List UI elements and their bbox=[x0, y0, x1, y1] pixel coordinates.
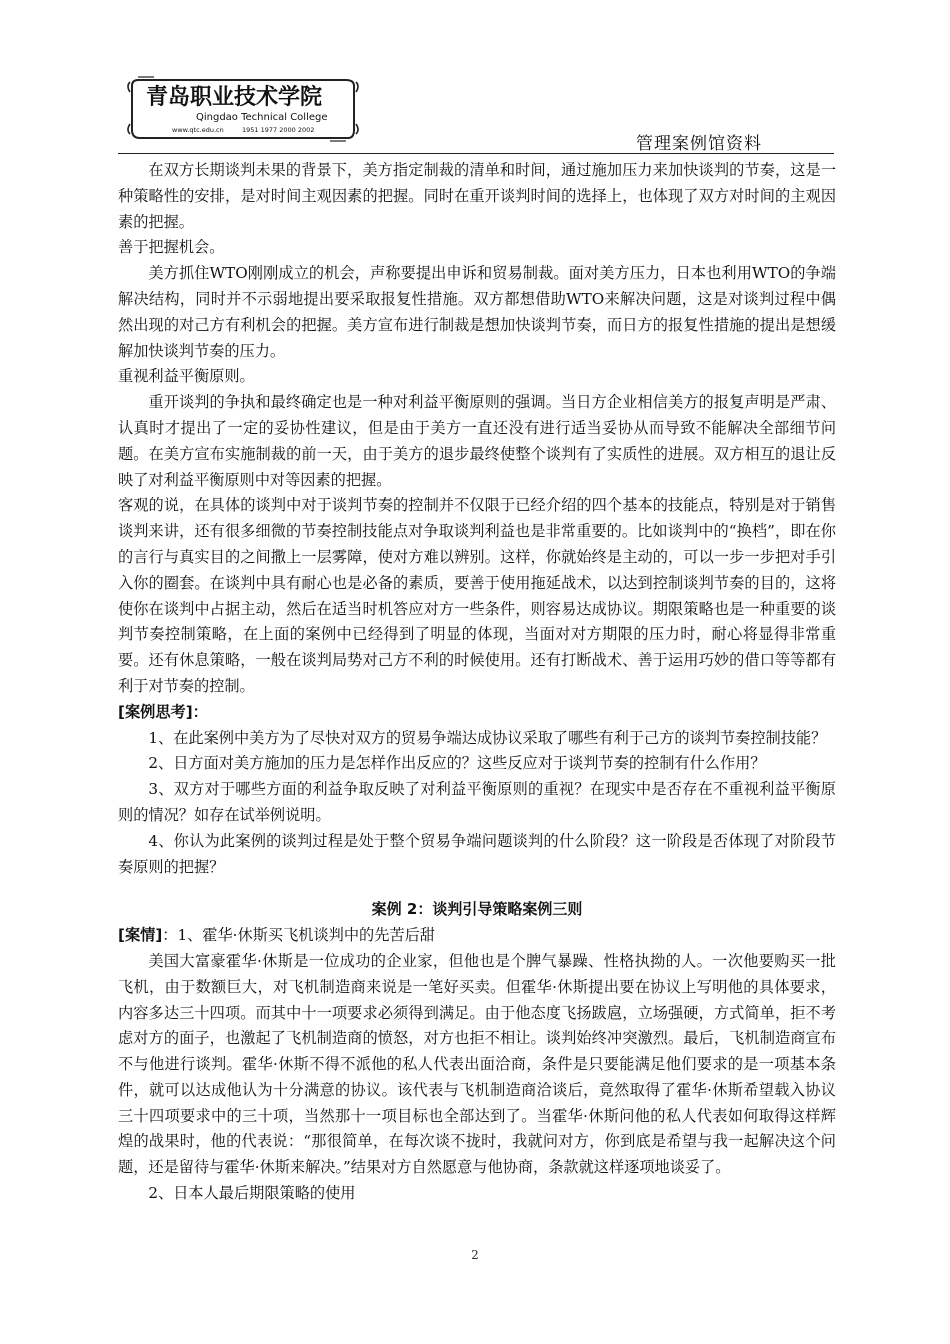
paragraph-opportunity: 美方抓住WTO刚刚成立的机会，声称要提出申诉和贸易制裁。面对美方压力，日本也利用WTO的争端解决结构，同时并不示弱地提出要采取报复性措施。双方都想借助WTO来解决问题，这是对谈判过程中偶然出现的对己方有利机会的把握。美方宣布进行制裁是想加快谈判节奏，而日方的报复性措施的提出是想缓解加快谈判节奏的压力。 bbox=[118, 264, 836, 360]
document-body bbox=[118, 158, 836, 1207]
question-3: 3、双方对于哪些方面的利益争取反映了对利益平衡原则的重视？在现实中是否存在不重视利益平衡原则的情况？如存在试举例说明。 bbox=[118, 780, 836, 824]
logo-chinese-name: 青岛职业技术学院 bbox=[146, 84, 323, 110]
header-doc-label: 管理案例馆资料 bbox=[636, 134, 762, 154]
logo-url: www.qtc.edu.cn bbox=[172, 126, 224, 134]
question-1: 1、在此案例中美方为了尽快对双方的贸易争端达成协议采取了哪些有利于己方的谈判节奏控制技能？ bbox=[148, 728, 827, 747]
page-number: 2 bbox=[471, 1248, 479, 1262]
paragraph-rhythm-summary: 客观的说，在具体的谈判中对于谈判节奏的控制并不仅限于已经介绍的四个基本的技能点，特别是对于销售谈判来讲，还有很多细微的节奏控制技能点对争取谈判利益也是非常重要的。比如谈判中的“换档”，即在你的言行与真实目的之间撒上一层雾障，使对方难以辨别。这样，你就始终是主动的，可以一步一步把对手引入你的圈套。在谈判中具有耐心也是必备的素质，要善于使用拖延战术，以达到控制谈判节奏的目的，这将使你在谈判中占据主动，然后在适当时机答应对方一些条件，则容易达成协议。期限策略也是一种重要的谈判节奏控制策略，在上面的案例中已经得到了明显的体现，当面对对方期限的压力时，耐心将显得非常重要。还有休息策略，一般在谈判局势对己方不利的时候使用。还有打断战术、善于运用巧妙的借口等等都有利于对节奏的控制。 bbox=[118, 496, 836, 695]
case-2-title: 案例 2：谈判引导策略案例三则 bbox=[371, 900, 583, 919]
case-item-2-title: 2、日本人最后期限策略的使用 bbox=[148, 1184, 356, 1203]
logo-english-name: Qingdao Technical College bbox=[196, 112, 328, 123]
logo-years: 1951 1977 2000 2002 bbox=[242, 126, 315, 134]
question-4: 4、你认为此案例的谈判过程是处于整个贸易争端问题谈判的什么阶段？这一阶段是否体现了对阶段节奏原则的把握？ bbox=[118, 831, 836, 876]
question-2: 2、日方面对美方施加的压力是怎样作出反应的？这些反应对于谈判节奏的控制有什么作用？ bbox=[148, 754, 766, 773]
paragraph-time-factor: 在双方长期谈判未果的背景下，美方指定制裁的清单和时间，通过施加压力来加快谈判的节奏，这是一种策略性的安排，是对时间主观因素的把握。同时在重开谈判时间的选择上，也体现了双方对时间的主观因素的把握。 bbox=[118, 161, 836, 231]
case-thinking-heading: [案例思考]： bbox=[118, 702, 208, 721]
case-item-1-title: ：1、霍华·休斯买飞机谈判中的先苦后甜 bbox=[162, 926, 435, 945]
header-divider bbox=[118, 153, 834, 154]
case-intro-line bbox=[118, 923, 836, 949]
college-logo bbox=[124, 72, 360, 144]
paragraph-howard-hughes: 美国大富豪霍华·休斯是一位成功的企业家，但他也是个脾气暴躁、性格执拗的人。一次他要购买一批飞机，由于数额巨大，对飞机制造商来说是一笔好买卖。但霍华·休斯提出要在协议上写明他的具体要求，内容多达三十四项。而其中十一项要求必须得到满足。由于他态度飞扬跋扈，立场强硬，方式简单，拒不考虑对方的面子，也激起了飞机制造商的愤怒，对方也拒不相让。谈判始终冲突激烈。最后，飞机制造商宣布不与他进行谈判。霍华·休斯不得不派他的私人代表出面洽商，条件是只要能满足他们要求的是一项基本条件，就可以达成他认为十分满意的协议。该代表与飞机制造商洽谈后，竟然取得了霍华·休斯希望载入协议三十四项要求中的三十项，当然那十一项目标也全部达到了。当霍华·休斯问他的私人代表如何取得这样辉煌的战果时，他的代表说：“那很简单，在每次谈不拢时，我就问对方，你到底是希望与我一起解决这个问题，还是留待与霍华·休斯来解决。”结果对方自然愿意与他协商，条款就这样逐项地谈妥了。 bbox=[118, 951, 836, 1177]
paragraph-balance: 重开谈判的争执和最终确定也是一种对利益平衡原则的强调。当日方企业相信美方的报复声明是严肃、认真时才提出了一定的妥协性建议，但是由于美方一直还没有进行适当妥协从而导致不能解决全部细节问题。在美方宣布实施制裁的前一天，由于美方的退步最终使整个谈判有了实质性的进展。双方相互的退让反映了对利益平衡原则中对等因素的把握。 bbox=[118, 393, 836, 489]
heading-balance: 重视利益平衡原则。 bbox=[118, 367, 255, 386]
heading-opportunity: 善于把握机会。 bbox=[118, 238, 225, 257]
case-label: [案情] bbox=[118, 926, 163, 945]
